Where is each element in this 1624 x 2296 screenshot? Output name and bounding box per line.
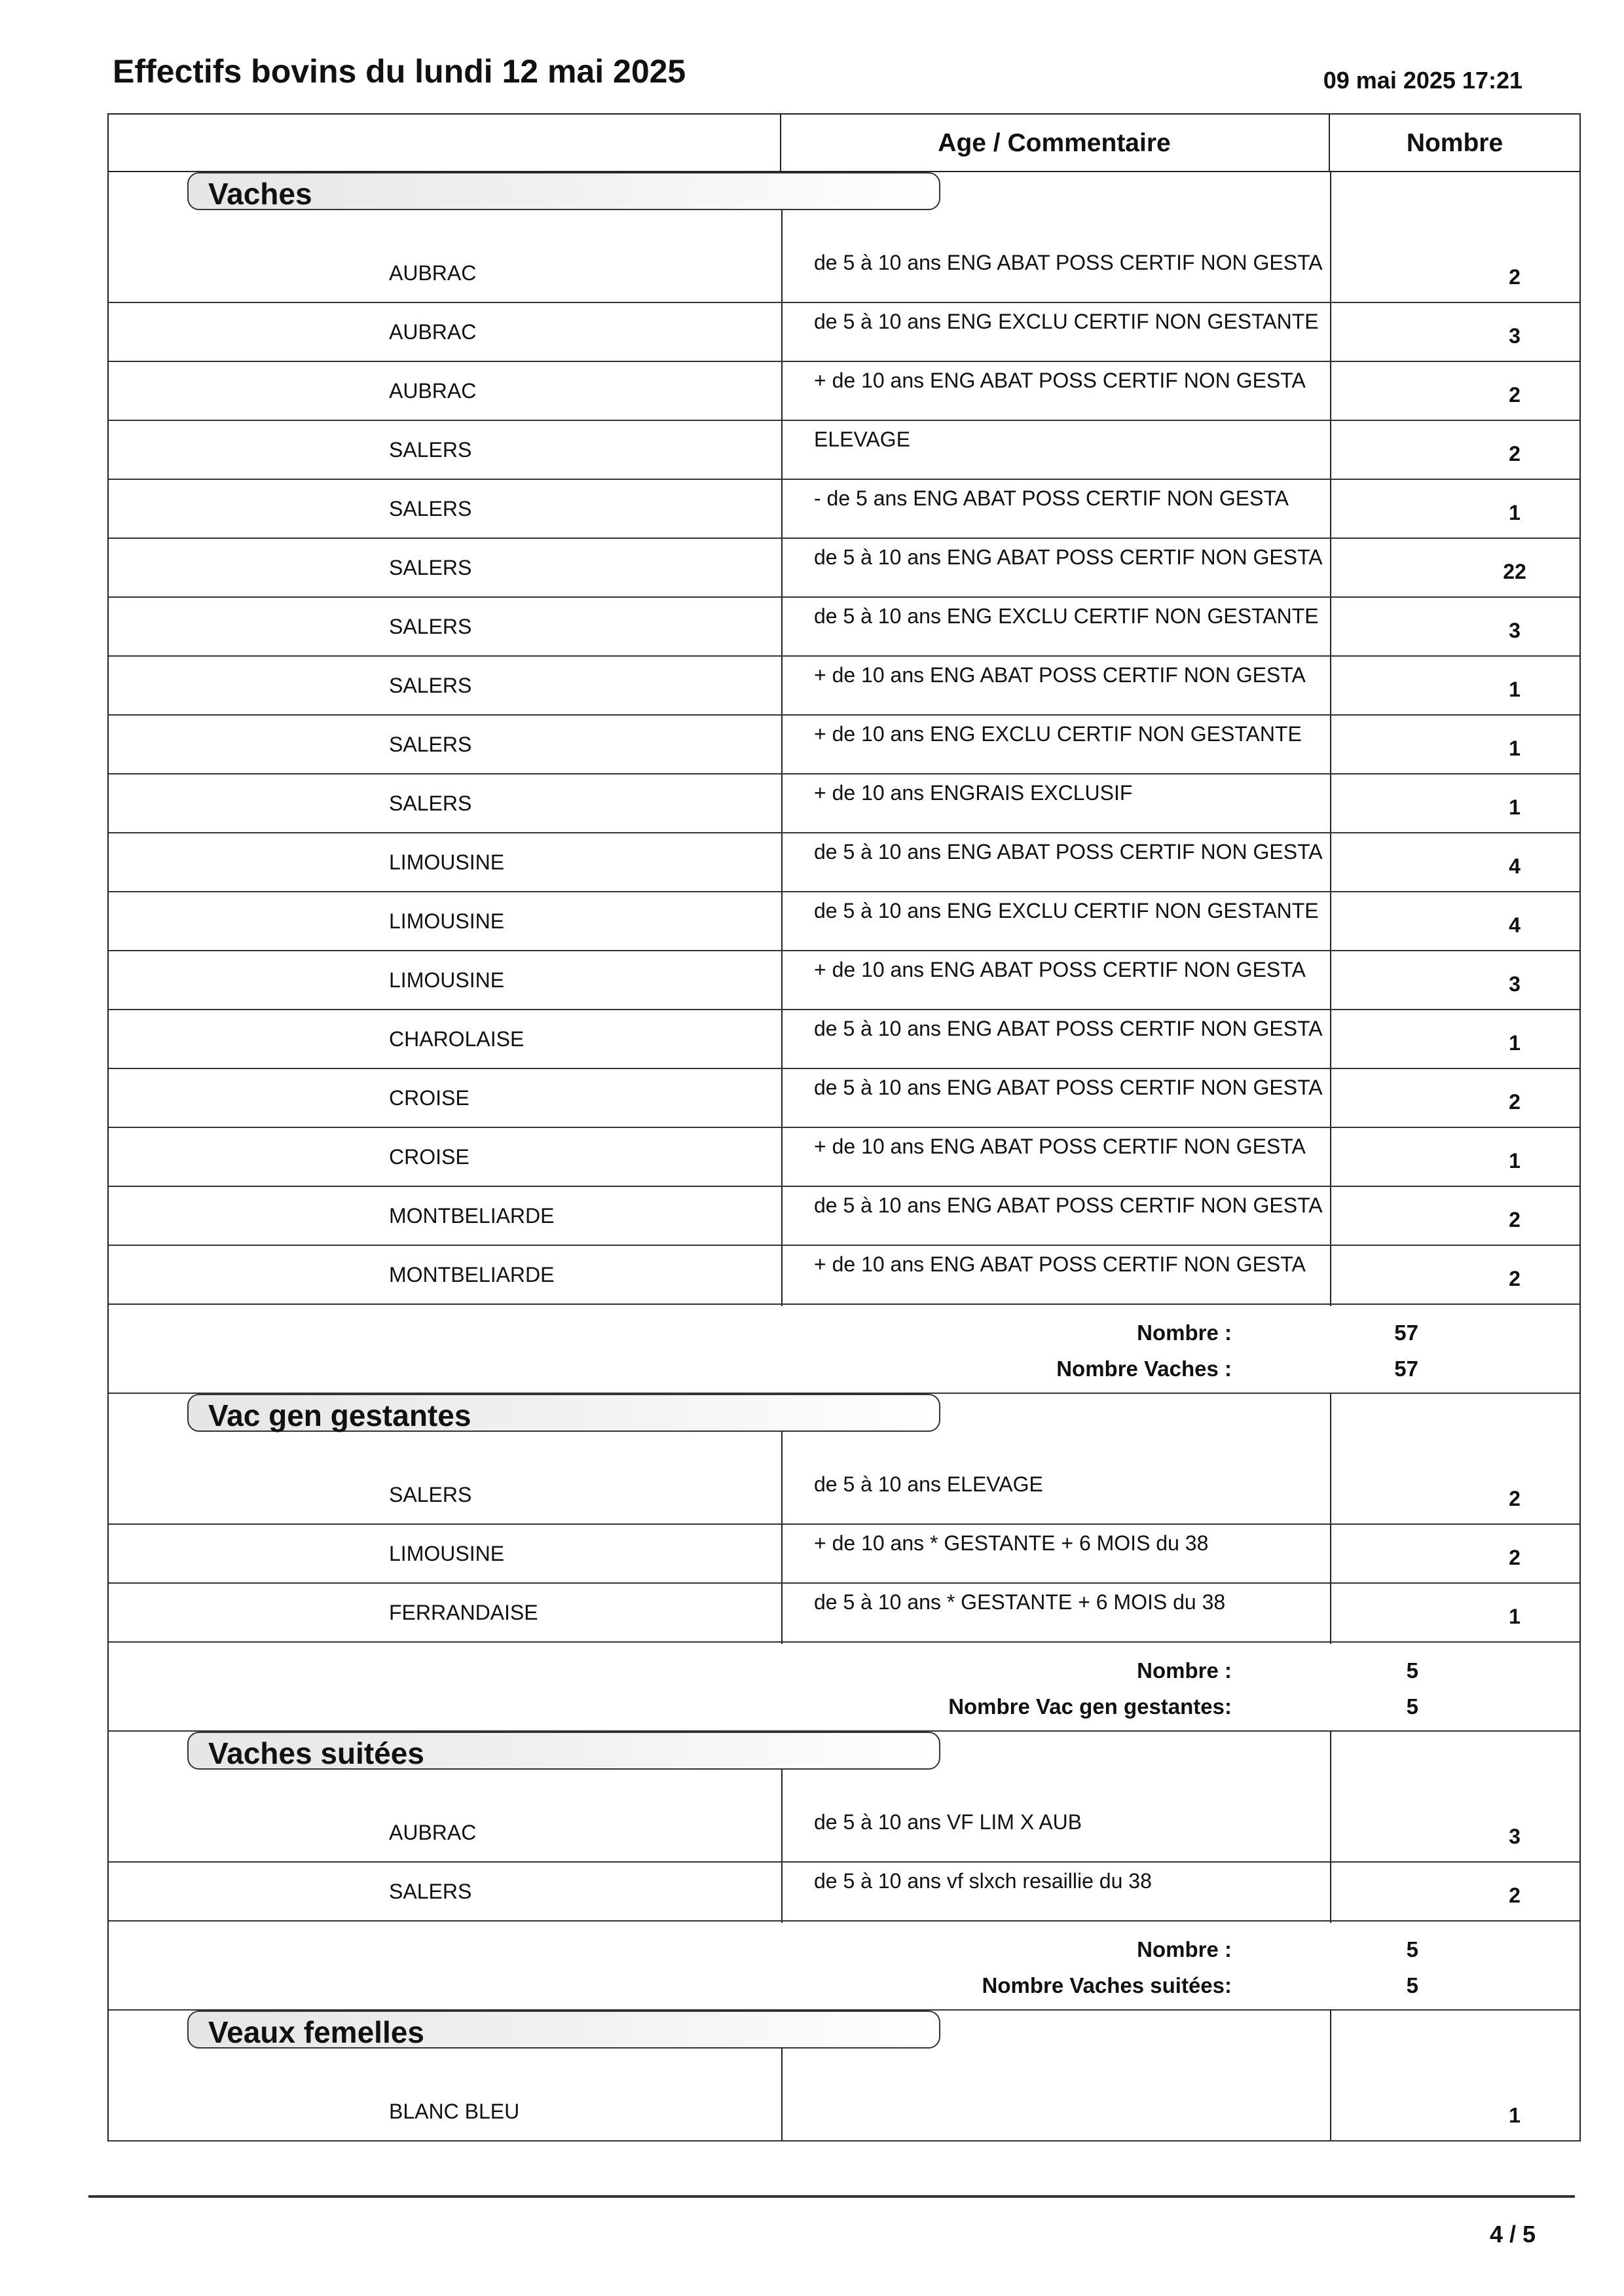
age-comment-cell: de 5 à 10 ans ENG ABAT POSS CERTIF NON GESTA — [814, 1194, 1323, 1217]
age-comment-cell: de 5 à 10 ans ENG EXCLU CERTIF NON GESTANTE — [814, 899, 1319, 922]
table-row — [109, 774, 1579, 833]
breed-cell: CROISE — [389, 1145, 470, 1169]
age-comment-cell: de 5 à 10 ans * GESTANTE + 6 MOIS du 38 — [814, 1590, 1226, 1614]
count-cell: 1 — [1509, 678, 1521, 701]
age-comment-cell: + de 10 ans ENG ABAT POSS CERTIF NON GESTA — [814, 1252, 1306, 1276]
total-line — [109, 1937, 1582, 1970]
table-row — [109, 716, 1579, 774]
total-label: Nombre : — [1137, 1321, 1232, 1345]
count-cell: 1 — [1509, 737, 1521, 760]
breed-cell: SALERS — [389, 674, 472, 697]
total-line — [109, 1973, 1582, 2006]
section-title: Vaches — [208, 177, 312, 211]
table-row — [109, 1128, 1579, 1187]
age-comment-cell: de 5 à 10 ans ELEVAGE — [814, 1472, 1043, 1496]
breed-cell: BLANC BLEU — [389, 2100, 520, 2123]
column-header-count: Nombre — [1406, 129, 1504, 157]
table-row — [109, 480, 1579, 539]
total-value: 5 — [1406, 1694, 1418, 1719]
section-title: Veaux femelles — [208, 2015, 424, 2049]
count-cell: 3 — [1509, 619, 1521, 642]
table-row — [109, 1246, 1579, 1305]
count-cell: 3 — [1509, 972, 1521, 996]
breed-cell: CROISE — [389, 1086, 470, 1110]
age-comment-cell: + de 10 ans ENG ABAT POSS CERTIF NON GESTA — [814, 1135, 1306, 1158]
section-title: Vaches suitées — [208, 1736, 424, 1770]
section-totals — [109, 1305, 1579, 1394]
breed-cell: SALERS — [389, 615, 472, 638]
section-totals — [109, 1922, 1579, 2011]
section-header — [109, 172, 1579, 244]
breed-cell: SALERS — [389, 556, 472, 579]
age-comment-cell: de 5 à 10 ans vf slxch resaillie du 38 — [814, 1869, 1152, 1893]
breed-cell: SALERS — [389, 438, 472, 462]
section-header — [109, 1394, 1579, 1466]
total-value: 5 — [1406, 1973, 1418, 1997]
breed-cell: MONTBELIARDE — [389, 1263, 555, 1286]
count-cell: 1 — [1509, 1031, 1521, 1055]
breed-cell: SALERS — [389, 1483, 472, 1506]
total-label: Nombre Vaches suitées: — [982, 1973, 1232, 1997]
total-value: 5 — [1406, 1937, 1418, 1961]
section-title-box — [187, 172, 940, 210]
section-title: Vac gen gestantes — [208, 1398, 471, 1432]
count-cell: 1 — [1509, 2104, 1521, 2127]
table-row — [109, 598, 1579, 657]
section-totals — [109, 1643, 1579, 1732]
total-label: Nombre Vac gen gestantes: — [948, 1694, 1232, 1719]
table-section — [107, 2011, 1581, 2141]
total-value: 57 — [1394, 1357, 1418, 1381]
footer-divider — [88, 2195, 1575, 2198]
breed-cell: SALERS — [389, 733, 472, 756]
table-row — [109, 362, 1579, 421]
table-row — [109, 1187, 1579, 1246]
table-row — [109, 539, 1579, 598]
count-cell: 2 — [1509, 1884, 1521, 1907]
age-comment-cell: de 5 à 10 ans ENG ABAT POSS CERTIF NON GESTA — [814, 840, 1323, 864]
count-cell: 1 — [1509, 795, 1521, 819]
breed-cell: CHAROLAISE — [389, 1027, 525, 1051]
total-label: Nombre : — [1137, 1937, 1232, 1961]
count-cell: 2 — [1509, 1546, 1521, 1569]
breed-cell: AUBRAC — [389, 1821, 477, 1844]
age-comment-cell: ELEVAGE — [814, 428, 911, 451]
count-cell: 2 — [1509, 1090, 1521, 1114]
table-header — [107, 113, 1581, 172]
section-title-box — [187, 1732, 940, 1770]
table-row — [109, 833, 1579, 892]
count-cell: 3 — [1509, 1825, 1521, 1848]
age-comment-cell: de 5 à 10 ans ENG EXCLU CERTIF NON GESTANTE — [814, 310, 1319, 333]
count-cell: 2 — [1509, 265, 1521, 289]
count-cell: 2 — [1509, 1267, 1521, 1290]
total-line — [109, 1658, 1582, 1691]
count-cell: 22 — [1503, 560, 1526, 583]
age-comment-cell: + de 10 ans ENG ABAT POSS CERTIF NON GESTA — [814, 958, 1306, 981]
count-cell: 1 — [1509, 501, 1521, 524]
count-cell: 4 — [1509, 913, 1521, 937]
breed-cell: AUBRAC — [389, 261, 477, 285]
age-comment-cell: de 5 à 10 ans ENG ABAT POSS CERTIF NON GESTA — [814, 1076, 1323, 1099]
total-line — [109, 1694, 1582, 1727]
section-header — [109, 1732, 1579, 1804]
breed-cell: LIMOUSINE — [389, 850, 505, 874]
table-row — [109, 892, 1579, 951]
breed-cell: LIMOUSINE — [389, 909, 505, 933]
table-row — [109, 1466, 1579, 1525]
column-header-age-comment: Age / Commentaire — [938, 129, 1171, 157]
age-comment-cell: + de 10 ans * GESTANTE + 6 MOIS du 38 — [814, 1531, 1209, 1555]
table-row — [109, 1525, 1579, 1584]
breed-cell: LIMOUSINE — [389, 1542, 505, 1565]
table-row — [109, 421, 1579, 480]
table-row — [109, 1069, 1579, 1128]
table-row — [109, 2083, 1579, 2141]
breed-cell: AUBRAC — [389, 379, 477, 403]
total-value: 57 — [1394, 1321, 1418, 1345]
age-comment-cell: - de 5 ans ENG ABAT POSS CERTIF NON GESTA — [814, 486, 1289, 510]
sections-container — [107, 172, 1581, 2141]
table-row — [109, 244, 1579, 303]
total-line — [109, 1321, 1582, 1353]
count-cell: 4 — [1509, 854, 1521, 878]
age-comment-cell: + de 10 ans ENGRAIS EXCLUSIF — [814, 781, 1133, 805]
page-title: Effectifs bovins du lundi 12 mai 2025 — [113, 53, 686, 90]
livestock-table — [107, 113, 1581, 2141]
table-row — [109, 1584, 1579, 1643]
page-number: 4 / 5 — [1489, 2221, 1536, 2248]
table-row — [109, 303, 1579, 362]
age-comment-cell: + de 10 ans ENG ABAT POSS CERTIF NON GESTA — [814, 369, 1306, 392]
table-row — [109, 1804, 1579, 1863]
age-comment-cell: de 5 à 10 ans ENG EXCLU CERTIF NON GESTANTE — [814, 604, 1319, 628]
table-row — [109, 657, 1579, 716]
count-cell: 2 — [1509, 442, 1521, 465]
breed-cell: SALERS — [389, 497, 472, 520]
table-row — [109, 1010, 1579, 1069]
age-comment-cell: + de 10 ans ENG EXCLU CERTIF NON GESTANTE — [814, 722, 1302, 746]
age-comment-cell: de 5 à 10 ans VF LIM X AUB — [814, 1810, 1082, 1834]
age-comment-cell: + de 10 ans ENG ABAT POSS CERTIF NON GESTA — [814, 663, 1306, 687]
count-cell: 1 — [1509, 1605, 1521, 1628]
total-label: Nombre Vaches : — [1056, 1357, 1232, 1381]
section-title-box — [187, 1394, 940, 1432]
table-section — [107, 172, 1581, 1394]
breed-cell: SALERS — [389, 792, 472, 815]
breed-cell: MONTBELIARDE — [389, 1204, 555, 1228]
breed-cell: LIMOUSINE — [389, 968, 505, 992]
section-header — [109, 2011, 1579, 2083]
age-comment-cell: de 5 à 10 ans ENG ABAT POSS CERTIF NON GESTA — [814, 545, 1323, 569]
count-cell: 2 — [1509, 1487, 1521, 1510]
print-date: 09 mai 2025 17:21 — [1323, 67, 1522, 94]
breed-cell: AUBRAC — [389, 320, 477, 344]
age-comment-cell: de 5 à 10 ans ENG ABAT POSS CERTIF NON GESTA — [814, 251, 1323, 274]
table-row — [109, 951, 1579, 1010]
total-label: Nombre : — [1137, 1658, 1232, 1683]
count-cell: 1 — [1509, 1149, 1521, 1173]
section-title-box — [187, 2011, 940, 2049]
table-row — [109, 1863, 1579, 1922]
total-line — [109, 1357, 1582, 1389]
page-header — [0, 0, 1624, 118]
total-value: 5 — [1406, 1658, 1418, 1683]
table-section — [107, 1394, 1581, 1732]
breed-cell: SALERS — [389, 1880, 472, 1903]
breed-cell: FERRANDAISE — [389, 1601, 538, 1624]
table-section — [107, 1732, 1581, 2011]
count-cell: 2 — [1509, 1208, 1521, 1231]
count-cell: 2 — [1509, 383, 1521, 407]
age-comment-cell: de 5 à 10 ans ENG ABAT POSS CERTIF NON GESTA — [814, 1017, 1323, 1040]
count-cell: 3 — [1509, 324, 1521, 348]
